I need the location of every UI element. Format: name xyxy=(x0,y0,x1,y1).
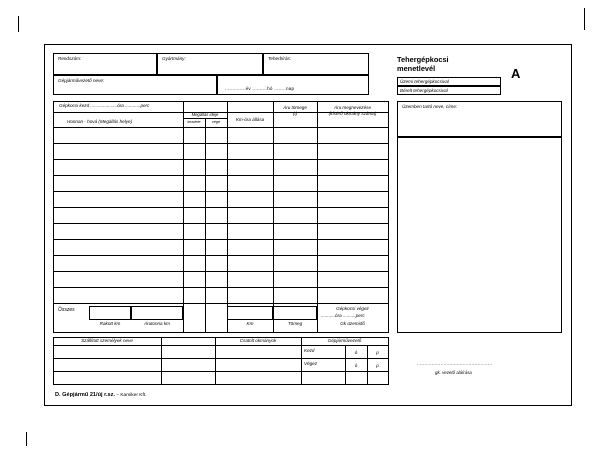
cargo-weight-header-line2: (t) xyxy=(292,111,298,116)
driver-hours-header-label: Gépjárművezető xyxy=(327,338,362,343)
totals-tonne-km-field[interactable] xyxy=(131,306,183,320)
totals-weight-field[interactable] xyxy=(273,306,317,320)
table-row[interactable] xyxy=(53,143,389,144)
totals-tonne-km-label: Árutonna km xyxy=(143,321,171,326)
header-label-teherbiras: Teherbírás: xyxy=(268,56,292,61)
totals-weight-label: Tömeg xyxy=(287,321,303,326)
document-title-line1: Tehergépkocsi xyxy=(397,55,449,64)
cargo-weight-header-line1: Áru tömege xyxy=(283,105,307,110)
driver-hours-start-label: Kezd xyxy=(304,348,315,353)
trip-start-label: Gépkocsi kezd .....................óra ............perc xyxy=(59,103,150,108)
operator-notes-area[interactable] xyxy=(397,137,562,333)
stop-time-to-label: vége xyxy=(211,120,221,124)
trip-table xyxy=(53,101,389,333)
totals-loaded-km-field[interactable] xyxy=(89,306,131,320)
date-line: ..............év ..........hó ........nap xyxy=(225,86,295,91)
signature-dotted-line: ................................................... xyxy=(417,361,493,366)
route-header-label: Honnan - hová (Megállás helye) xyxy=(67,119,133,124)
table-row[interactable] xyxy=(53,207,389,208)
form-code-text: D. Gépjármű 21/új r.sz. xyxy=(55,392,115,398)
driver-hours-end-unit2: p xyxy=(376,363,379,368)
col-sep-odometer-weight xyxy=(273,101,274,333)
signature-label: gk. vezető aláírása xyxy=(435,370,472,375)
totals-label: Összes xyxy=(58,307,75,313)
cargo-name-header-line1: Áru megnevezése xyxy=(333,105,372,110)
attached-docs-header-label: Csatolt okmányok xyxy=(239,338,277,343)
trip-end-label: Gépkocsi végez xyxy=(336,306,369,311)
odometer-header-label: Km-óra állása xyxy=(235,117,265,122)
bottom-row-divider-1[interactable] xyxy=(53,358,389,359)
table-row[interactable] xyxy=(53,287,389,288)
cargo-name-header-line2: (kísérő okmány száma) xyxy=(328,111,377,116)
table-row[interactable] xyxy=(53,223,389,224)
trip-end-fuel-label: Gk üzemidő xyxy=(340,321,365,326)
table-row[interactable] xyxy=(53,255,389,256)
table-row[interactable] xyxy=(53,271,389,272)
table-row[interactable] xyxy=(53,159,389,160)
menetlevel-form xyxy=(44,44,572,406)
driver-name-label: Gépjárművezető neve: xyxy=(58,78,105,83)
passengers-header-label: Szállított személyek neve xyxy=(81,338,133,343)
totals-km-label: Km xyxy=(246,321,254,326)
table-row[interactable] xyxy=(53,303,389,304)
stop-time-subheader-divider xyxy=(183,118,227,119)
totals-loaded-km-label: Rakott km xyxy=(99,321,121,326)
bottom-header-divider xyxy=(53,345,389,346)
stop-time-group-label: Megállás ideje xyxy=(191,112,219,117)
stop-time-from-label: kezdete xyxy=(187,120,201,124)
driver-hours-start-unit2: p xyxy=(376,350,379,355)
table-row[interactable] xyxy=(53,239,389,240)
col-sep-stopstart-stopend xyxy=(205,118,206,333)
crop-mark-top xyxy=(584,8,585,30)
crop-mark-bottom xyxy=(26,432,27,446)
table-row[interactable] xyxy=(53,191,389,192)
form-publisher: – Kamiker Kft. xyxy=(116,393,147,398)
usage-option-rented-label: Bérelt tehergépkocsival xyxy=(400,88,448,93)
driver-hours-end-label: Végez xyxy=(304,361,318,366)
table-row[interactable] xyxy=(53,175,389,176)
operator-box-label: Üzemben tartó neve, címe: xyxy=(402,104,458,109)
crop-mark-left xyxy=(18,16,19,32)
header-label-rendszam: Rendszám: xyxy=(58,56,82,61)
usage-option-owned-label: Üzemi tehergépkocsival xyxy=(400,79,449,84)
letter-mark: A xyxy=(511,66,521,81)
bottom-row-divider-2[interactable] xyxy=(53,371,389,372)
driver-hours-start-unit1: ó xyxy=(354,350,358,355)
col-sep-weight-cargo xyxy=(317,101,318,333)
col-sep-route-stop xyxy=(183,101,184,333)
document-title-line2: menetlevél xyxy=(397,64,436,73)
trip-end-time-line: ...........óra ..........perc xyxy=(321,313,365,318)
header-label-gyartmany: Gyártmány: xyxy=(162,56,186,61)
driver-hours-end-unit1: ó xyxy=(354,363,358,368)
totals-km-field[interactable] xyxy=(227,306,273,320)
date-field[interactable] xyxy=(217,75,369,95)
form-code xyxy=(55,392,146,398)
col-sep-stop-odometer xyxy=(227,101,228,333)
table-header-divider xyxy=(53,127,389,128)
